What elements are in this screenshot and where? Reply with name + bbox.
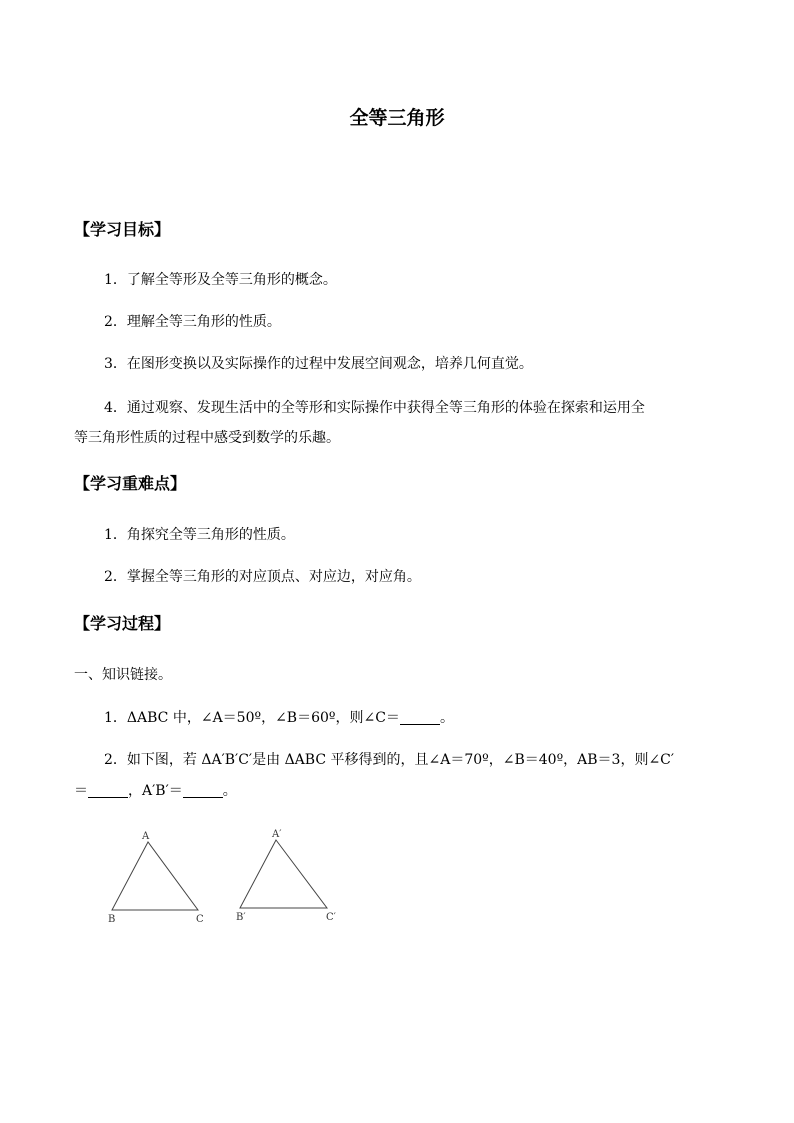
goals-heading: 【学习目标】 (74, 220, 171, 239)
question-1 (104, 708, 454, 728)
label-b-prime: B′ (236, 912, 246, 923)
question-2-mid: ，A′B′＝ (128, 783, 183, 799)
goal-item-1: 1．了解全等形及全等三角形的概念。 (104, 272, 337, 288)
label-c: C (196, 914, 204, 925)
question-1-end: 。 (439, 710, 454, 726)
question-2: 2．如下图，若 ΔA′B′C′是由 ΔABC 平移得到的，且∠A＝70º，∠B＝40º，AB＝3，则∠C′ (104, 752, 675, 768)
label-a: A (142, 831, 150, 842)
triangle-translation-figure (100, 822, 360, 934)
answer-blank-angle-c-prime[interactable] (88, 782, 128, 798)
triangle-abc-prime (240, 840, 327, 908)
triangle-abc (112, 842, 198, 910)
label-a-prime: A′ (272, 829, 282, 840)
question-2-end: 。 (222, 783, 237, 799)
question-2-eq: ＝ (74, 783, 88, 799)
goal-item-3: 3．在图形变换以及实际操作的过程中发展空间观念，培养几何直觉。 (104, 356, 533, 372)
goal-item-4: 4．通过观察、发现生活中的全等形和实际操作中获得全等三角形的体验在探索和运用全 (104, 400, 645, 416)
answer-blank-ab-prime[interactable] (183, 782, 223, 798)
focus-item-2: 2．掌握全等三角形的对应顶点、对应边，对应角。 (104, 569, 421, 585)
answer-blank-angle-c[interactable] (400, 709, 440, 725)
question-2-continued (74, 781, 237, 801)
focus-item-1: 1．角探究全等三角形的性质。 (104, 527, 295, 543)
process-heading: 【学习过程】 (74, 614, 171, 633)
goal-item-4-continued: 等三角形性质的过程中感受到数学的乐趣。 (74, 430, 340, 446)
label-b: B (108, 914, 116, 925)
page-title: 全等三角形 (349, 107, 445, 129)
focus-heading: 【学习重难点】 (74, 474, 187, 493)
goal-item-2: 2．理解全等三角形的性质。 (104, 314, 281, 330)
question-1-text: 1．ΔABC 中，∠A＝50º，∠B＝60º，则∠C＝ (104, 710, 400, 726)
knowledge-link-label: 一、知识链接。 (74, 667, 172, 683)
label-c-prime: C′ (326, 912, 336, 923)
